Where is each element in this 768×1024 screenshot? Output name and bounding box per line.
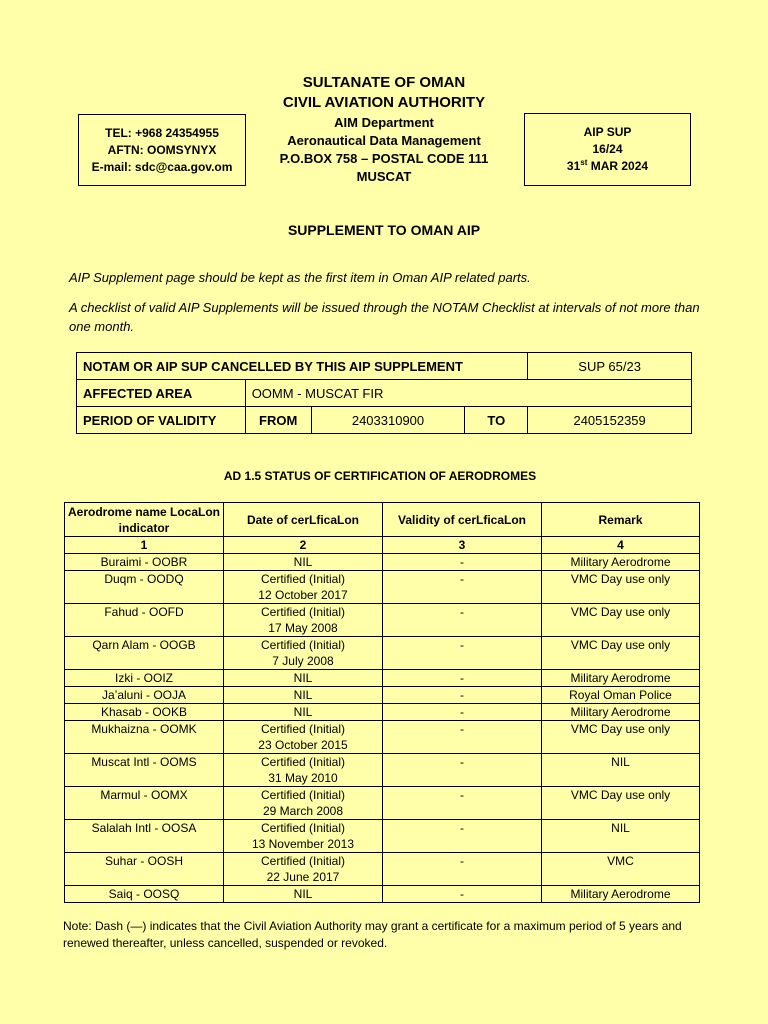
cell-line: Military Aerodrome	[570, 671, 671, 685]
cell-line: NIL	[293, 688, 313, 702]
cell-line: Certified (Initial)	[260, 638, 346, 652]
intro-paragraph-2: A checklist of valid AIP Supplements will be issued through the NOTAM Checklist at intervals of not more than one month.	[69, 300, 700, 334]
cell-line: Certified (Initial)	[260, 788, 346, 802]
cell-line: -	[460, 705, 464, 719]
remark-cell	[542, 604, 700, 637]
validity-row	[77, 407, 692, 434]
cell-line: Marmul - OOMX	[100, 788, 188, 802]
cell-line: Military Aerodrome	[570, 887, 671, 901]
contact-email: E-mail: sdc@caa.gov.om	[91, 159, 233, 174]
validity-cell	[383, 670, 542, 687]
aerodrome-rows	[65, 554, 700, 903]
aip-sup-number: 16/24	[592, 142, 623, 156]
validity-cell	[383, 721, 542, 754]
contact-tel: TEL: +968 24354955	[105, 125, 219, 140]
organization-title	[0, 73, 768, 113]
remark-cell	[542, 571, 700, 604]
cell-line: -	[460, 638, 464, 652]
dept-line-1: AIM Department	[334, 115, 434, 130]
cell-line: 23 October 2015	[258, 738, 348, 752]
date-day: 31	[566, 159, 581, 173]
cell-line: 13 November 2013	[251, 837, 355, 851]
validity-cell	[383, 571, 542, 604]
cell-line: VMC Day use only	[570, 722, 671, 736]
cell-line: 17 May 2008	[268, 621, 338, 635]
cell-line: Duqm - OODQ	[104, 572, 184, 586]
aerodrome-name-cell	[65, 754, 224, 787]
aerodrome-name-cell	[65, 670, 224, 687]
dept-line-3: P.O.BOX 758 – POSTAL CODE 111	[279, 151, 489, 166]
certification-date-cell	[224, 604, 383, 637]
certification-date-cell	[224, 853, 383, 886]
cell-line: 29 March 2008	[262, 804, 344, 818]
certification-date-cell	[224, 687, 383, 704]
cell-line: 7 July 2008	[272, 654, 334, 668]
cell-line: -	[460, 671, 464, 685]
supplement-heading: SUPPLEMENT TO OMAN AIP	[287, 222, 481, 238]
certification-date-cell	[224, 637, 383, 670]
cell-line: Izki - OOIZ	[115, 671, 173, 685]
cell-line: VMC Day use only	[570, 572, 671, 586]
remark-cell	[542, 754, 700, 787]
certification-date-cell	[224, 886, 383, 903]
column-number: 2	[224, 537, 383, 554]
cell-line: NIL	[293, 671, 313, 685]
certification-date-cell	[224, 721, 383, 754]
cell-line: Certified (Initial)	[260, 854, 346, 868]
validity-cell	[383, 637, 542, 670]
cell-line: Qarn Alam - OOGB	[92, 638, 196, 652]
aerodrome-name-cell	[65, 687, 224, 704]
column-number: 3	[383, 537, 542, 554]
aerodrome-name-cell	[65, 571, 224, 604]
cell-line: -	[460, 854, 464, 868]
cell-line: NIL	[293, 555, 313, 569]
cell-line: -	[460, 821, 464, 835]
to-value: 2405152359	[528, 407, 692, 434]
validity-cell	[383, 787, 542, 820]
table-row	[65, 820, 700, 853]
column-number: 1	[65, 537, 224, 554]
validity-cell	[383, 754, 542, 787]
validity-cell	[383, 687, 542, 704]
cell-line: Certified (Initial)	[260, 605, 346, 619]
aerodrome-certification-table	[64, 502, 700, 903]
cell-line: Fahud - OOFD	[104, 605, 184, 619]
remark-cell	[542, 554, 700, 571]
cell-line: Khasab - OOKB	[100, 705, 188, 719]
cell-line: Certified (Initial)	[260, 821, 346, 835]
title-line-1: SULTANATE OF OMAN	[302, 74, 466, 91]
date-rest: MAR 2024	[587, 159, 649, 173]
table-header-row	[65, 503, 700, 537]
cell-line: 12 October 2017	[258, 588, 348, 602]
validity-cell	[383, 886, 542, 903]
table-row	[65, 704, 700, 721]
title-line-2: CIVIL AVIATION AUTHORITY	[282, 94, 486, 111]
cell-line: VMC Day use only	[570, 605, 671, 619]
cell-line: -	[460, 605, 464, 619]
certification-date-cell	[224, 820, 383, 853]
dept-line-2: Aeronautical Data Management	[287, 133, 481, 148]
cell-line: -	[460, 722, 464, 736]
from-label: FROM	[245, 407, 311, 434]
aerodrome-name-cell	[65, 721, 224, 754]
aip-sup-label: AIP SUP	[583, 125, 632, 139]
cell-line: Ja’aluni - OOJA	[101, 688, 187, 702]
aerodrome-name-cell	[65, 853, 224, 886]
column-number-row	[65, 537, 700, 554]
cell-line: -	[460, 887, 464, 901]
from-value: 2403310900	[311, 407, 465, 434]
cell-line: -	[460, 688, 464, 702]
affected-area-value: OOMM - MUSCAT FIR	[245, 380, 691, 407]
cell-line: NIL	[293, 887, 313, 901]
validity-cell	[383, 554, 542, 571]
table-row	[65, 687, 700, 704]
cell-line: NIL	[611, 821, 630, 835]
cell-line: Saiq - OOSQ	[108, 887, 180, 901]
cell-line: Buraimi - OOBR	[100, 555, 188, 569]
validity-cell	[383, 820, 542, 853]
header-aerodrome: Aerodrome name LocaLon indicator	[65, 503, 224, 537]
table-row	[65, 670, 700, 687]
remark-cell	[542, 886, 700, 903]
cell-line: 22 June 2017	[266, 870, 340, 884]
validity-cell	[383, 853, 542, 886]
header-date: Date of cerLficaLon	[224, 503, 383, 537]
cell-line: Certified (Initial)	[260, 572, 346, 586]
cell-line: Muscat Intl - OOMS	[91, 755, 197, 769]
cancelled-row	[77, 353, 692, 380]
certification-date-cell	[224, 704, 383, 721]
cell-line: -	[460, 788, 464, 802]
table-row	[65, 853, 700, 886]
column-number: 4	[542, 537, 700, 554]
date-suffix: st	[580, 158, 588, 167]
aerodrome-name-cell	[65, 886, 224, 903]
cancellation-table	[76, 352, 692, 434]
table-row	[65, 554, 700, 571]
remark-cell	[542, 687, 700, 704]
aerodrome-name-cell	[65, 787, 224, 820]
aerodrome-name-cell	[65, 704, 224, 721]
remark-cell	[542, 704, 700, 721]
cell-line: Certified (Initial)	[260, 722, 346, 736]
table-row	[65, 754, 700, 787]
validity-cell	[383, 604, 542, 637]
aerodrome-name-cell	[65, 637, 224, 670]
remark-cell	[542, 637, 700, 670]
aerodrome-name-cell	[65, 604, 224, 637]
ad-section-heading: AD 1.5 STATUS OF CERTIFICATION OF AERODROMES	[223, 469, 537, 483]
cancelled-value: SUP 65/23	[528, 353, 692, 380]
header-remark: Remark	[542, 503, 700, 537]
remark-cell	[542, 820, 700, 853]
table-row	[65, 637, 700, 670]
to-label: TO	[465, 407, 528, 434]
certification-date-cell	[224, 571, 383, 604]
cell-line: VMC Day use only	[570, 788, 671, 802]
cell-line: Military Aerodrome	[570, 555, 671, 569]
table-row	[65, 886, 700, 903]
contact-box	[78, 114, 246, 186]
affected-area-label: AFFECTED AREA	[77, 380, 246, 407]
cell-line: Suhar - OOSH	[104, 854, 184, 868]
affected-area-row	[77, 380, 692, 407]
table-row	[65, 604, 700, 637]
dept-line-4: MUSCAT	[356, 169, 412, 184]
certification-date-cell	[224, 754, 383, 787]
cell-line: Salalah Intl - OOSA	[91, 821, 197, 835]
cell-line: -	[460, 555, 464, 569]
aip-sup-box	[524, 113, 691, 186]
header-validity: Validity of cerLficaLon	[383, 503, 542, 537]
certification-date-cell	[224, 670, 383, 687]
table-row	[65, 787, 700, 820]
aip-sup-date	[525, 158, 690, 175]
table-row	[65, 571, 700, 604]
cell-line: Mukhaizna - OOMK	[91, 722, 197, 736]
cell-line: Royal Oman Police	[569, 688, 672, 702]
cell-line: Military Aerodrome	[570, 705, 671, 719]
validity-label: PERIOD OF VALIDITY	[77, 407, 246, 434]
remark-cell	[542, 670, 700, 687]
aerodrome-name-cell	[65, 820, 224, 853]
cell-line: -	[460, 755, 464, 769]
cancelled-label: NOTAM OR AIP SUP CANCELLED BY THIS AIP SUPPLEMENT	[77, 353, 528, 380]
footnote: Note: Dash (—) indicates that the Civil Aviation Authority may grant a certificate for a maximum period of 5 years and renewed thereafter, unless cancelled, suspended or revoked.	[63, 919, 682, 950]
certification-date-cell	[224, 554, 383, 571]
cell-line: NIL	[293, 705, 313, 719]
cell-line: Certified (Initial)	[260, 755, 346, 769]
contact-aftn: AFTN: OOMSYNYX	[107, 142, 217, 157]
remark-cell	[542, 853, 700, 886]
remark-cell	[542, 787, 700, 820]
cell-line: VMC Day use only	[570, 638, 671, 652]
table-row	[65, 721, 700, 754]
intro-paragraph-1: AIP Supplement page should be kept as the first item in Oman AIP related parts.	[69, 270, 531, 285]
certification-date-cell	[224, 787, 383, 820]
validity-cell	[383, 704, 542, 721]
remark-cell	[542, 721, 700, 754]
cell-line: -	[460, 572, 464, 586]
cell-line: VMC	[607, 854, 634, 868]
aerodrome-name-cell	[65, 554, 224, 571]
cell-line: 31 May 2010	[268, 771, 338, 785]
cell-line: NIL	[611, 755, 630, 769]
